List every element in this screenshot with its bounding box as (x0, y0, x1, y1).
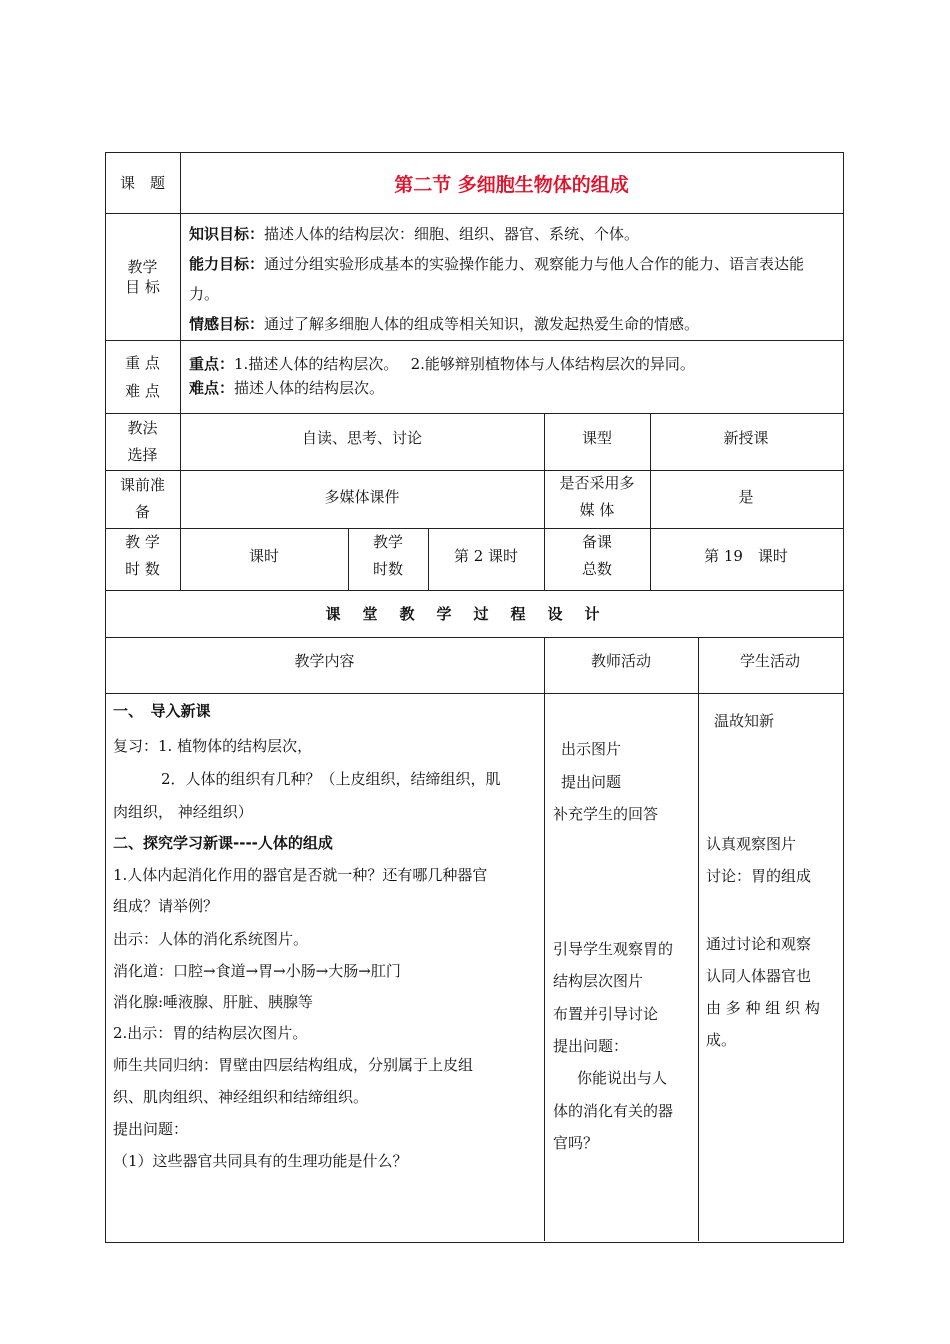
col-header-content: 教学内容 (294, 651, 355, 670)
teacher-line: 引导学生观察胃的 (553, 940, 674, 958)
content-line: 肉组织， 神经组织） (113, 803, 253, 821)
objectives-label: 教学 目 标 (125, 257, 160, 296)
process-title: 课堂教学过程设计 (325, 605, 622, 623)
teacher-line: 官吗？ (553, 1134, 599, 1152)
col-divider (544, 637, 545, 1241)
col-divider (180, 152, 181, 590)
student-line: 由 多 种 组 织 构 (706, 999, 820, 1017)
col-header-teacher: 教师活动 (590, 651, 651, 670)
hours-label: 教 学 时 数 (125, 533, 160, 578)
student-line: 成。 (706, 1031, 737, 1049)
student-line: 认同人体器官也 (706, 967, 812, 985)
section-heading: 一、 导入新课 (113, 702, 211, 720)
content-line: （1）这些器官共同具有的生理功能是什么？ (113, 1152, 408, 1170)
multimedia-value: 是 (738, 487, 754, 506)
content-line: 组成？请举例？ (113, 897, 219, 915)
section-heading: 二、探究学习新课----人体的组成 (113, 834, 333, 852)
student-line: 通过讨论和观察 (706, 935, 812, 953)
row-divider (105, 340, 843, 341)
content-line: 出示：人体的消化系统图片。 (113, 930, 309, 948)
col-divider (698, 637, 699, 1241)
multimedia-label: 是否采用多 媒 体 (559, 474, 635, 519)
prep-label: 课前准 备 (119, 476, 165, 521)
page-title: 第二节 多细胞生物体的组成 (394, 173, 629, 196)
method-label: 教法 选择 (127, 418, 158, 464)
col-header-student: 学生活动 (739, 651, 800, 670)
topic-label: 课 题 (119, 173, 165, 192)
row-divider (105, 693, 843, 694)
total-hours-value: 第 19 课时 (704, 546, 788, 565)
teacher-line: 结构层次图片 (553, 972, 644, 990)
objectives-text: 知识目标：描述人体的结构层次：细胞、组织、器官、系统、个体。 能力目标：通过分组实验形成基本的实验操作能力、观察能力与他人合作的能力、语言表达能力。 情感目标：通过了解多细胞人体的组成等相关知识，激发起热爱生命的情感。 (189, 225, 805, 333)
content-line: 师生共同归纳：胃壁由四层结构组成，分别属于上皮组 (113, 1056, 474, 1074)
teacher-line: 你能说出与人 (577, 1069, 668, 1087)
content-line: 2.出示：胃的结构层次图片。 (113, 1024, 308, 1042)
total-hours-label: 备课 总数 (581, 533, 612, 578)
focus-label: 重 点 难 点 (125, 353, 160, 400)
teach-hours-label: 教学 时数 (372, 533, 403, 578)
hours-value: 课时 (248, 546, 279, 565)
content-line: 复习：1. 植物体的结构层次， (113, 737, 313, 755)
focus-text: 重点：1.描述人体的结构层次。 2.能够辩别植物体与人体结构层次的异同。 难点：描述人体的结构层次。 (189, 355, 695, 397)
teacher-line: 布置并引导讨论 (553, 1005, 659, 1023)
lesson-type-value: 新授课 (723, 428, 769, 447)
lesson-type-label: 课型 (581, 428, 612, 447)
prep-value: 多媒体课件 (324, 487, 400, 506)
content-line: 消化腺:唾液腺、肝脏、胰腺等 (113, 993, 314, 1011)
teacher-line: 体的消化有关的器 (553, 1102, 674, 1120)
teacher-line: 出示图片 (561, 740, 622, 758)
method-value: 自读、思考、讨论 (301, 428, 422, 447)
teacher-line: 提出问题： (553, 1037, 629, 1055)
content-line: 1.人体内起消化作用的器官是否就一种？还有哪几种器官 (113, 866, 488, 884)
content-line: 提出问题： (113, 1120, 189, 1138)
student-line: 讨论：胃的组成 (706, 867, 812, 885)
content-line: 织、肌肉组织、神经组织和结缔组织。 (113, 1088, 369, 1106)
teach-hours-value: 第 2 课时 (453, 546, 519, 565)
content-line: 消化道：口腔→食道→胃→小肠→大肠→肛门 (113, 962, 401, 980)
teacher-line: 补充学生的回答 (553, 805, 659, 823)
student-line: 认真观察图片 (706, 835, 797, 853)
content-line: 2．人体的组织有几种？（上皮组织，结缔组织，肌 (161, 770, 501, 788)
student-line: 温故知新 (714, 712, 775, 730)
teacher-line: 提出问题 (561, 773, 622, 791)
